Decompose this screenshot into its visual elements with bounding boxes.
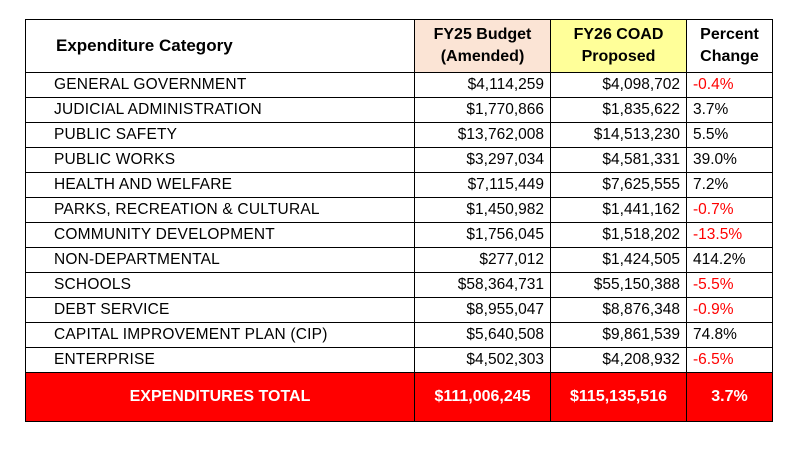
total-label: EXPENDITURES TOTAL	[26, 373, 415, 422]
row-fy26-value: $1,441,162	[551, 198, 687, 223]
row-fy25-value: $5,640,508	[415, 323, 551, 348]
row-percent-change: 7.2%	[687, 173, 773, 198]
row-fy26-value: $4,581,331	[551, 148, 687, 173]
table-row	[26, 348, 773, 373]
table-row	[26, 173, 773, 198]
row-fy26-value: $1,835,622	[551, 98, 687, 123]
total-fy25-value: $111,006,245	[415, 373, 551, 422]
row-fy25-value: $8,955,047	[415, 298, 551, 323]
row-category: PARKS, RECREATION & CULTURAL	[26, 198, 415, 223]
header-expenditure-category: Expenditure Category	[26, 20, 415, 73]
table-row	[26, 323, 773, 348]
row-fy25-value: $13,762,008	[415, 123, 551, 148]
row-fy26-value: $9,861,539	[551, 323, 687, 348]
row-percent-change: 414.2%	[687, 248, 773, 273]
row-percent-change: -13.5%	[687, 223, 773, 248]
row-category: GENERAL GOVERNMENT	[26, 73, 415, 98]
table-row	[26, 273, 773, 298]
row-category: SCHOOLS	[26, 273, 415, 298]
row-category: PUBLIC SAFETY	[26, 123, 415, 148]
table-row	[26, 298, 773, 323]
header-pct-line1: Percent	[700, 26, 759, 43]
header-percent-change	[687, 20, 773, 73]
row-fy25-value: $1,450,982	[415, 198, 551, 223]
row-category: ENTERPRISE	[26, 348, 415, 373]
row-fy26-value: $8,876,348	[551, 298, 687, 323]
total-percent-change: 3.7%	[687, 373, 773, 422]
expenditure-table	[25, 19, 773, 422]
row-fy25-value: $3,297,034	[415, 148, 551, 173]
row-percent-change: -0.4%	[687, 73, 773, 98]
row-category: NON-DEPARTMENTAL	[26, 248, 415, 273]
row-fy25-value: $1,770,866	[415, 98, 551, 123]
row-percent-change: -0.7%	[687, 198, 773, 223]
header-fy26-line1: FY26 COAD	[573, 26, 664, 43]
table-row	[26, 148, 773, 173]
table-row	[26, 198, 773, 223]
row-fy25-value: $4,502,303	[415, 348, 551, 373]
row-percent-change: 5.5%	[687, 123, 773, 148]
row-fy25-value: $1,756,045	[415, 223, 551, 248]
row-category: PUBLIC WORKS	[26, 148, 415, 173]
header-pct-line2: Change	[700, 48, 759, 65]
row-category: CAPITAL IMPROVEMENT PLAN (CIP)	[26, 323, 415, 348]
table-row	[26, 123, 773, 148]
row-fy26-value: $4,098,702	[551, 73, 687, 98]
row-percent-change: 3.7%	[687, 98, 773, 123]
table-row	[26, 98, 773, 123]
row-category: DEBT SERVICE	[26, 298, 415, 323]
table-row	[26, 73, 773, 98]
table-row	[26, 248, 773, 273]
row-percent-change: -5.5%	[687, 273, 773, 298]
row-fy26-value: $7,625,555	[551, 173, 687, 198]
row-percent-change: -0.9%	[687, 298, 773, 323]
table-row	[26, 223, 773, 248]
row-fy25-value: $58,364,731	[415, 273, 551, 298]
row-category: COMMUNITY DEVELOPMENT	[26, 223, 415, 248]
total-fy26-value: $115,135,516	[551, 373, 687, 422]
row-fy25-value: $277,012	[415, 248, 551, 273]
header-row	[26, 20, 773, 73]
row-category: JUDICIAL ADMINISTRATION	[26, 98, 415, 123]
row-fy25-value: $7,115,449	[415, 173, 551, 198]
header-fy26-line2: Proposed	[581, 48, 656, 65]
header-fy26-proposed	[551, 20, 687, 73]
row-fy26-value: $1,518,202	[551, 223, 687, 248]
total-row	[26, 373, 773, 422]
header-fy25-line2: (Amended)	[440, 48, 525, 65]
header-fy25-line1: FY25 Budget	[433, 26, 532, 43]
header-fy25-budget	[415, 20, 551, 73]
row-category: HEALTH AND WELFARE	[26, 173, 415, 198]
row-fy26-value: $14,513,230	[551, 123, 687, 148]
row-percent-change: 39.0%	[687, 148, 773, 173]
row-fy25-value: $4,114,259	[415, 73, 551, 98]
row-fy26-value: $55,150,388	[551, 273, 687, 298]
row-percent-change: -6.5%	[687, 348, 773, 373]
row-fy26-value: $1,424,505	[551, 248, 687, 273]
row-percent-change: 74.8%	[687, 323, 773, 348]
row-fy26-value: $4,208,932	[551, 348, 687, 373]
